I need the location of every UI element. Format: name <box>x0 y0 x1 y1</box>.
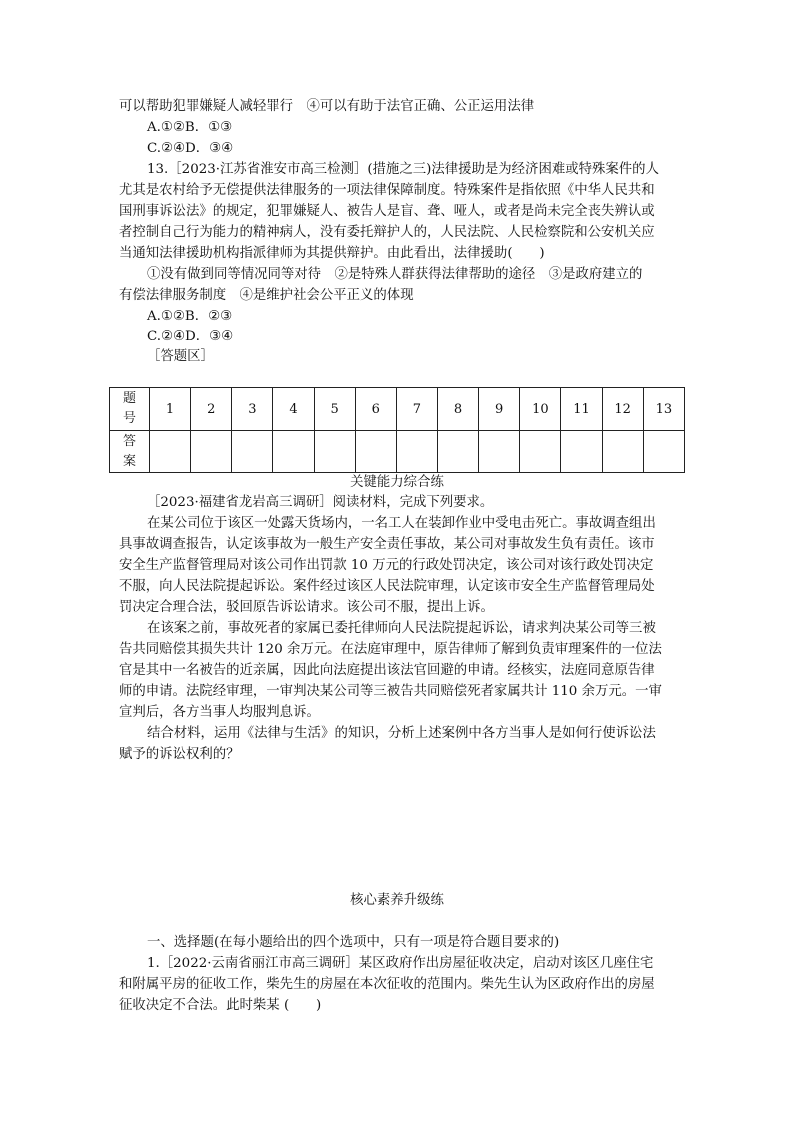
answer-table-number-row <box>110 388 685 431</box>
answer-cell[interactable] <box>602 431 643 473</box>
q13-line-3: 国刑事诉讼法》的规定，犯罪嫌疑人、被告人是盲、聋、哑人，或者是尚未完全丧失辨认或 <box>119 204 655 219</box>
q12-options-cd: C.②④D．③④ <box>147 141 234 156</box>
answer-cell[interactable] <box>643 431 684 473</box>
answer-cell[interactable] <box>479 431 520 473</box>
q13-line-5: 当通知法律援助机构指派律师为其提供辩护。由此看出，法律援助( ) <box>119 246 545 261</box>
answer-cell[interactable] <box>150 431 191 473</box>
question-number: 4 <box>273 388 314 431</box>
key-para2-line-3: 官是其中一名被告的近亲属，因此向法庭提出该法官回避的申请。经核实，法庭同意原告律 <box>119 663 655 678</box>
row-header-number: 题 号 <box>110 388 150 431</box>
key-question-line-1: 结合材料，运用《法律与生活》的知识，分析上述案例中各方当事人是如何行使诉讼法 <box>147 726 656 741</box>
key-para1-line-1: 在某公司位于该区一处露天货场内，一名工人在装卸作业中受电击死亡。事故调查组出 <box>147 516 656 531</box>
answer-cell[interactable] <box>355 431 396 473</box>
section-title-core-literacy: 核心素养升级练 <box>350 893 444 908</box>
question-number: 10 <box>520 388 561 431</box>
question-number: 11 <box>561 388 602 431</box>
question-number: 7 <box>396 388 437 431</box>
row-header-answer: 答 案 <box>110 431 150 473</box>
core-q1-line-1: 1.［2022·云南省丽江市高三调研］某区政府作出房屋征收决定，启动对该区几座住宅 <box>147 956 654 971</box>
answer-cell[interactable] <box>191 431 232 473</box>
answer-cell[interactable] <box>232 431 273 473</box>
question-number: 5 <box>314 388 355 431</box>
question-number: 1 <box>150 388 191 431</box>
answer-area-label: ［答题区］ <box>147 349 214 364</box>
q13-options-cd: C.②④D．③④ <box>147 329 234 344</box>
answer-cell[interactable] <box>520 431 561 473</box>
answer-cell[interactable] <box>314 431 355 473</box>
answer-cell[interactable] <box>561 431 602 473</box>
key-para2-line-5: 宣判后，各方当事人均服判息诉。 <box>119 705 320 720</box>
key-para1-line-5: 罚决定合理合法，驳回原告诉讼请求。该公司不服，提出上诉。 <box>119 600 494 615</box>
answer-table-answer-row <box>110 431 685 473</box>
key-para1-line-3: 安全生产监督管理局对该公司作出罚款 10 万元的行政处罚决定，该公司对该行政处罚决定 <box>119 558 654 573</box>
key-source-line: ［2023·福建省龙岩高三调研］阅读材料，完成下列要求。 <box>147 495 494 510</box>
key-para2-line-1: 在该案之前，事故死者的家属已委托律师向人民法院提起诉讼，请求判决某公司等三被 <box>147 621 656 636</box>
q12-options-ab: A.①②B．①③ <box>147 120 233 135</box>
core-q1-line-2: 和附属平房的征收工作，柴先生的房屋在本次征收的范围内。柴先生认为区政府作出的房屋 <box>119 977 655 992</box>
key-para1-line-4: 不服，向人民法院提起诉讼。案件经过该区人民法院审理，认定该市安全生产监督管理局处 <box>119 579 655 594</box>
core-part-heading: 一、选择题(在每小题给出的四个选项中，只有一项是符合题目要求的) <box>147 935 560 950</box>
q13-options-ab: A.①②B．②③ <box>147 309 233 324</box>
q13-choices-line-2: 有偿法律服务制度 ④是维护社会公平正义的体现 <box>119 288 414 303</box>
question-number: 9 <box>479 388 520 431</box>
question-number: 3 <box>232 388 273 431</box>
answer-cell[interactable] <box>273 431 314 473</box>
answer-cell[interactable] <box>437 431 478 473</box>
q12-tail-text: 可以帮助犯罪嫌疑人减轻罪行 ④可以有助于法官正确、公正运用法律 <box>119 99 535 114</box>
q13-line-1: 13.［2023·江苏省淮安市高三检测］(措施之三)法律援助是为经济困难或特殊案件的人 <box>147 162 659 177</box>
question-number: 13 <box>643 388 684 431</box>
answer-table <box>109 387 685 473</box>
key-para2-line-4: 师的申请。法院经审理，一审判决某公司等三被告共同赔偿死者家属共计 110 余万元。一审 <box>119 684 662 699</box>
key-para1-line-2: 具事故调查报告，认定该事故为一般生产安全责任事故，某公司对事故发生负有责任。该市 <box>119 537 655 552</box>
q13-choices-line-1: ①没有做到同等情况同等对待 ②是特殊人群获得法律帮助的途径 ③是政府建立的 <box>147 267 643 282</box>
answer-cell[interactable] <box>396 431 437 473</box>
question-number: 2 <box>191 388 232 431</box>
q13-line-4: 者控制自己行为能力的精神病人，没有委托辩护人的，人民法院、人民检察院和公安机关应 <box>119 225 655 240</box>
core-q1-line-3: 征收决定不合法。此时柴某 ( ) <box>119 998 322 1013</box>
key-question-line-2: 赋予的诉讼权利的？ <box>119 747 240 762</box>
question-number: 6 <box>355 388 396 431</box>
key-para2-line-2: 告共同赔偿其损失共计 120 余万元。在法庭审理中，原告律师了解到负责审理案件的一位法 <box>119 642 662 657</box>
section-title-key-ability: 关键能力综合练 <box>350 475 444 490</box>
question-number: 8 <box>437 388 478 431</box>
q13-line-2: 尤其是农村给予无偿提供法律服务的一项法律保障制度。特殊案件是指依照《中华人民共和 <box>119 183 655 198</box>
question-number: 12 <box>602 388 643 431</box>
